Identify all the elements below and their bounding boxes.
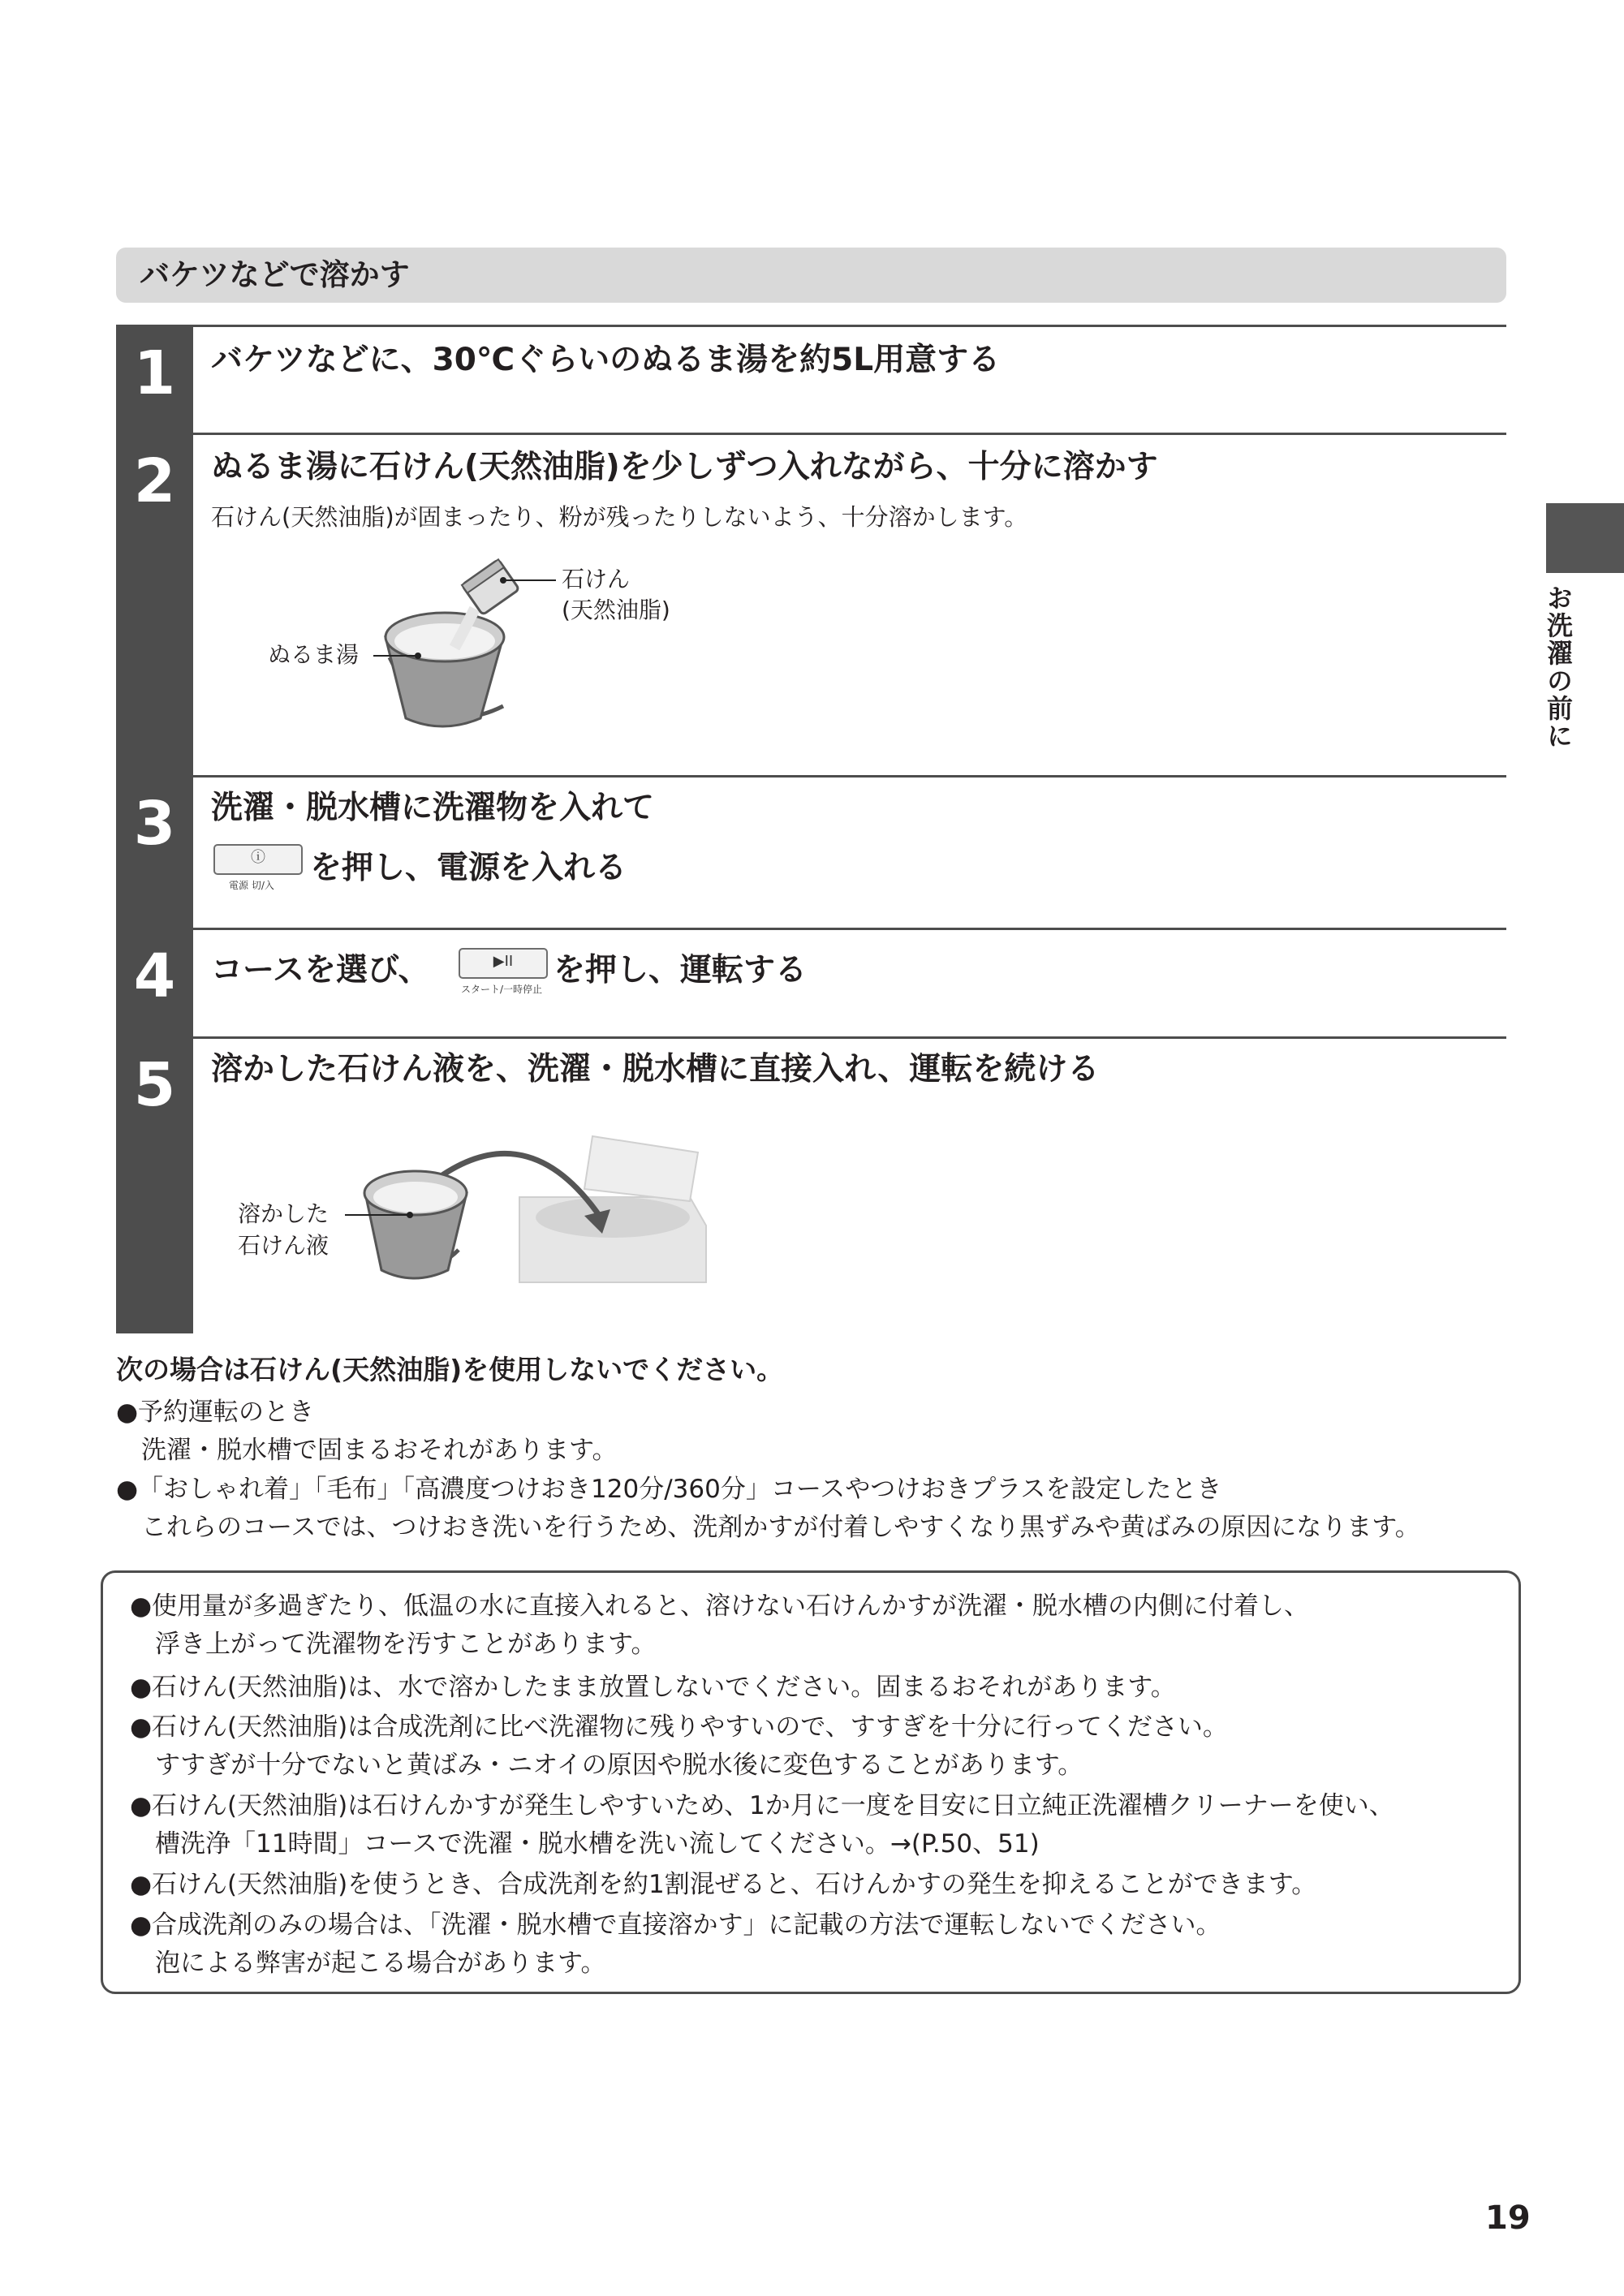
section-title: バケツなどで溶かす [140, 257, 410, 292]
step-divider [116, 325, 1506, 327]
note-line: 泡による弊害が起こる場合があります。 [130, 1949, 606, 1978]
note-line: 槽洗浄「11時間」コースで洗濯・脱水槽を洗い流してください。→(P.50、51) [130, 1829, 1040, 1859]
side-chapter-label: お洗濯の前に [1543, 584, 1574, 750]
step-number-3: 3 [116, 778, 193, 928]
note-line: ●使用量が多過ぎたり、低温の水に直接入れると、溶けない石けんかすが洗濯・脱水槽の内側に付着し、 [130, 1592, 1310, 1621]
step-number-5: 5 [116, 1039, 193, 1333]
warning-line: ●予約運転のとき [116, 1398, 315, 1427]
step-divider [116, 775, 1506, 778]
step-divider [116, 928, 1506, 930]
page-number: 19 [1485, 2199, 1531, 2237]
note-line: ●石けん(天然油脂)は合成洗剤に比べ洗濯物に残りやすいので、すすぎを十分に行ってください。 [130, 1712, 1228, 1742]
step-3-title: 洗濯・脱水槽に洗濯物を入れて [211, 790, 655, 826]
note-line: ●石けん(天然油脂)は石けんかすが発生しやすいため、1か月に一度を目安に日立純正洗濯槽クリーナーを使い、 [130, 1791, 1394, 1820]
warning-line: ●「おしゃれ着」「毛布」「高濃度つけおき120分/360分」コースやつけおきプラスを設定したとき [116, 1475, 1222, 1504]
soap-label-sub: (天然油脂) [562, 597, 670, 623]
step-2-description: 石けん(天然油脂)が固まったり、粉が残ったりしないよう、十分溶かします。 [211, 503, 1028, 531]
power-button-caption: 電源 切/入 [229, 880, 274, 891]
start-pause-button[interactable] [459, 948, 548, 979]
warning-line: 洗濯・脱水槽で固まるおそれがあります。 [116, 1436, 618, 1465]
step-5-title: 溶かした石けん液を、洗濯・脱水槽に直接入れ、運転を続ける [211, 1051, 1100, 1088]
step-4-title-end: を押し、運転する [554, 952, 808, 989]
soap-solution-label: 溶かした [238, 1200, 330, 1227]
step-number-4: 4 [116, 930, 193, 1036]
note-line: 浮き上がって洗濯物を汚すことがあります。 [130, 1630, 657, 1659]
step-3-title-line2: を押し、電源を入れる [310, 850, 627, 886]
step-number-1: 1 [116, 327, 193, 433]
note-line: ●石けん(天然油脂)は、水で溶かしたまま放置しないでください。固まるおそれがあります。 [130, 1673, 1176, 1702]
note-line: ●石けん(天然油脂)を使うとき、合成洗剤を約1割混ぜると、石けんかすの発生を抑えることができます。 [130, 1870, 1317, 1899]
start-pause-caption: スタート/一時停止 [461, 984, 543, 995]
step-1-title: バケツなどに、30℃ぐらいのぬるま湯を約5L用意する [211, 342, 1001, 378]
warm-water-label: ぬるま湯 [268, 641, 360, 668]
step-4-title: コースを選び、 [211, 952, 430, 989]
step-divider [116, 1036, 1506, 1039]
side-chapter-tab [1546, 503, 1624, 573]
power-icon: ⓘ [251, 849, 265, 866]
power-button[interactable] [213, 844, 303, 875]
soap-label: 石けん [562, 566, 631, 592]
note-line: すすぎが十分でないと黄ばみ・ニオイの原因や脱水後に変色することがあります。 [130, 1751, 1083, 1780]
play-pause-icon: ▶II [493, 953, 514, 970]
step-divider [116, 433, 1506, 435]
soap-solution-label-2: 石けん液 [238, 1232, 330, 1259]
step-number-2: 2 [116, 435, 193, 775]
note-line: ●合成洗剤のみの場合は、「洗濯・脱水槽で直接溶かす」に記載の方法で運転しないでください。 [130, 1910, 1221, 1940]
warning-line: これらのコースでは、つけおき洗いを行うため、洗剤かすが付着しやすくなり黒ずみや黄ばみの原因になります。 [116, 1513, 1420, 1542]
warning-heading: 次の場合は石けん(天然油脂)を使用しないでください。 [116, 1354, 784, 1385]
step-2-title: ぬるま湯に石けん(天然油脂)を少しずつ入れながら、十分に溶かす [211, 449, 1158, 485]
